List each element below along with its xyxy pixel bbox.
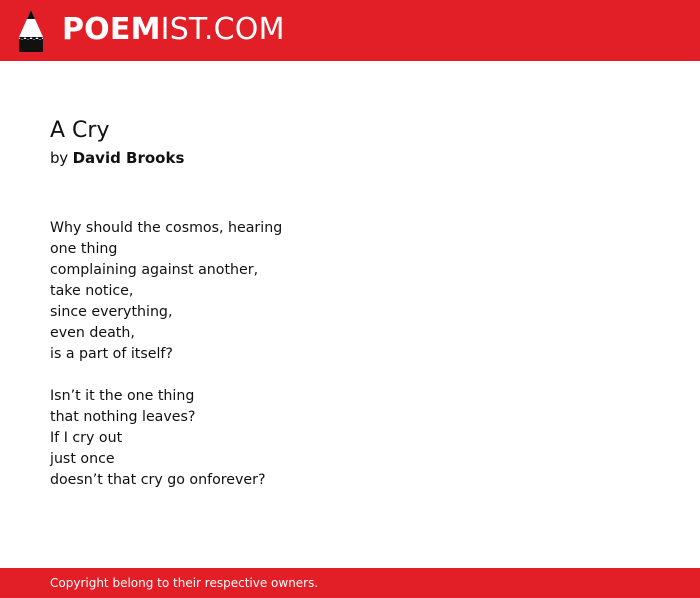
poem-line: Isn’t it the one thing (50, 388, 195, 404)
poem-line: just once (50, 451, 115, 467)
byline-label: by (50, 149, 68, 167)
poem-header (50, 116, 650, 169)
site-footer (0, 568, 700, 598)
poem-line: take notice, (50, 283, 134, 299)
poem-line: one thing (50, 241, 118, 257)
poem-line: even death, (50, 325, 135, 341)
poem-body (50, 218, 650, 512)
poem-line: that nothing leaves? (50, 409, 196, 425)
poem-line: doesn’t that cry go onforever? (50, 472, 266, 488)
pencil-logo-icon[interactable] (17, 9, 45, 53)
poem-line: Why should the cosmos, hearing (50, 220, 283, 236)
brand-light-text: IST.COM (160, 12, 285, 47)
poem-author: David Brooks (72, 149, 185, 167)
poem-title: A Cry (50, 118, 110, 143)
stanza (50, 386, 650, 491)
site-brand-link[interactable] (62, 12, 285, 48)
poem-line: If I cry out (50, 430, 123, 446)
brand-bold-text: POEM (62, 12, 161, 47)
poem-byline (50, 147, 650, 169)
poem-line: is a part of itself? (50, 346, 173, 362)
stanza (50, 218, 650, 365)
poem-line: since everything, (50, 304, 173, 320)
site-header (0, 0, 700, 61)
copyright-text: Copyright belong to their respective owners. (50, 576, 319, 590)
poem-line: complaining against another, (50, 262, 259, 278)
